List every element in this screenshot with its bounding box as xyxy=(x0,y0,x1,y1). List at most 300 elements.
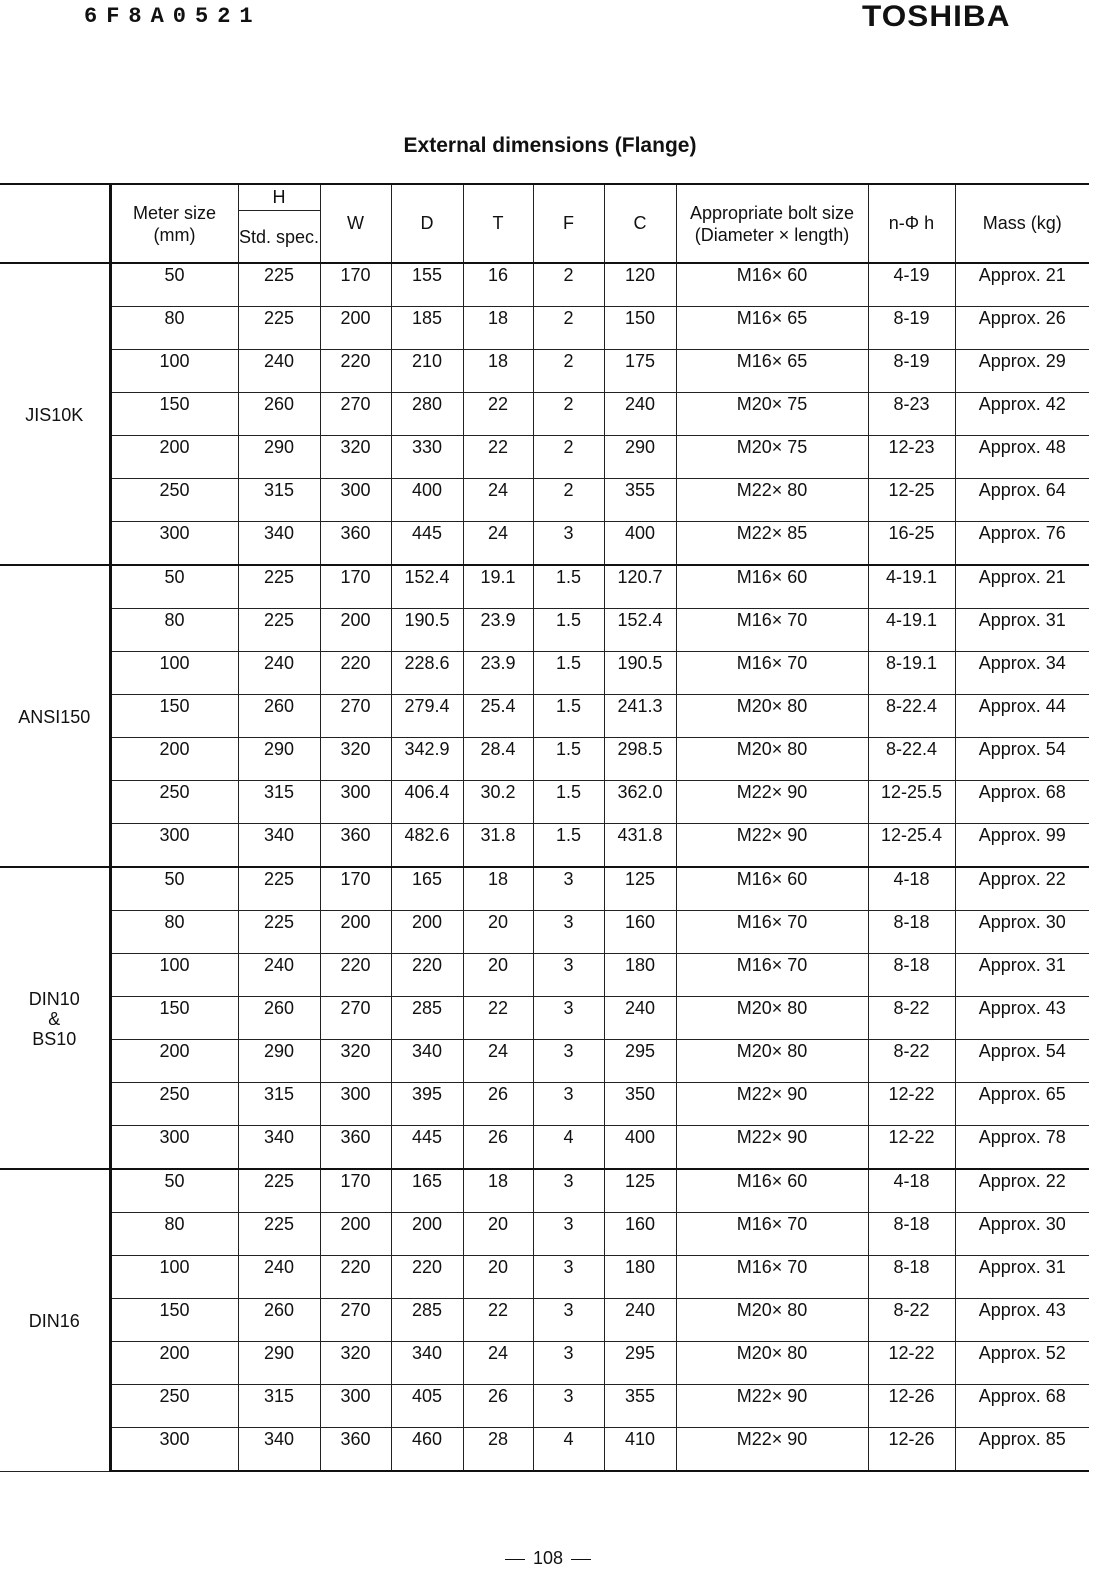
table-row xyxy=(0,522,1089,566)
cell-w: 320 xyxy=(320,738,391,781)
cell-bolt: M16× 70 xyxy=(676,609,868,652)
cell-mass: Approx. 30 xyxy=(955,911,1089,954)
cell-d: 185 xyxy=(391,307,463,350)
cell-c: 295 xyxy=(604,1342,676,1385)
header-c: C xyxy=(604,184,676,263)
cell-d: 445 xyxy=(391,1126,463,1170)
cell-meter-size: 80 xyxy=(110,609,238,652)
cell-f: 3 xyxy=(533,997,604,1040)
cell-w: 270 xyxy=(320,1299,391,1342)
cell-bolt: M16× 70 xyxy=(676,911,868,954)
cell-f: 1.5 xyxy=(533,824,604,868)
cell-f: 3 xyxy=(533,522,604,566)
table-row xyxy=(0,1213,1089,1256)
table-row xyxy=(0,652,1089,695)
cell-mass: Approx. 29 xyxy=(955,350,1089,393)
cell-meter-size: 250 xyxy=(110,781,238,824)
cell-d: 155 xyxy=(391,263,463,307)
cell-bolt: M20× 80 xyxy=(676,1040,868,1083)
cell-n-phi-h: 8-19 xyxy=(868,307,955,350)
cell-f: 1.5 xyxy=(533,695,604,738)
cell-w: 200 xyxy=(320,911,391,954)
cell-n-phi-h: 4-19.1 xyxy=(868,565,955,609)
table-row xyxy=(0,1299,1089,1342)
table-row xyxy=(0,1126,1089,1170)
cell-w: 360 xyxy=(320,824,391,868)
cell-c: 290 xyxy=(604,436,676,479)
cell-d: 395 xyxy=(391,1083,463,1126)
cell-c: 152.4 xyxy=(604,609,676,652)
cell-n-phi-h: 4-19 xyxy=(868,263,955,307)
cell-meter-size: 100 xyxy=(110,350,238,393)
standard-label: JIS10K xyxy=(0,263,110,565)
cell-d: 190.5 xyxy=(391,609,463,652)
cell-h: 225 xyxy=(238,307,320,350)
table-row xyxy=(0,911,1089,954)
cell-mass: Approx. 21 xyxy=(955,263,1089,307)
cell-h: 240 xyxy=(238,954,320,997)
cell-t: 24 xyxy=(463,522,533,566)
cell-mass: Approx. 68 xyxy=(955,781,1089,824)
cell-f: 1.5 xyxy=(533,781,604,824)
cell-w: 320 xyxy=(320,1342,391,1385)
table-row xyxy=(0,350,1089,393)
cell-w: 300 xyxy=(320,479,391,522)
cell-n-phi-h: 8-18 xyxy=(868,1256,955,1299)
cell-n-phi-h: 16-25 xyxy=(868,522,955,566)
cell-mass: Approx. 34 xyxy=(955,652,1089,695)
table-row xyxy=(0,781,1089,824)
cell-meter-size: 50 xyxy=(110,1169,238,1213)
cell-c: 241.3 xyxy=(604,695,676,738)
cell-d: 482.6 xyxy=(391,824,463,868)
cell-mass: Approx. 43 xyxy=(955,1299,1089,1342)
cell-f: 3 xyxy=(533,1385,604,1428)
cell-d: 460 xyxy=(391,1428,463,1472)
cell-c: 240 xyxy=(604,997,676,1040)
cell-d: 220 xyxy=(391,954,463,997)
cell-d: 165 xyxy=(391,867,463,911)
cell-f: 3 xyxy=(533,954,604,997)
cell-t: 18 xyxy=(463,350,533,393)
cell-c: 355 xyxy=(604,479,676,522)
page-footer xyxy=(0,1548,1096,1569)
cell-bolt: M16× 60 xyxy=(676,867,868,911)
cell-w: 170 xyxy=(320,1169,391,1213)
table-row xyxy=(0,954,1089,997)
table-row xyxy=(0,1083,1089,1126)
cell-c: 160 xyxy=(604,911,676,954)
cell-t: 24 xyxy=(463,1342,533,1385)
cell-c: 355 xyxy=(604,1385,676,1428)
cell-h: 315 xyxy=(238,1385,320,1428)
cell-w: 270 xyxy=(320,695,391,738)
header-bolt-size: Appropriate bolt size (Diameter × length) xyxy=(676,184,868,263)
cell-mass: Approx. 65 xyxy=(955,1083,1089,1126)
cell-meter-size: 300 xyxy=(110,1428,238,1472)
cell-h: 340 xyxy=(238,1428,320,1472)
cell-w: 220 xyxy=(320,1256,391,1299)
cell-t: 18 xyxy=(463,307,533,350)
cell-h: 240 xyxy=(238,1256,320,1299)
cell-mass: Approx. 26 xyxy=(955,307,1089,350)
cell-mass: Approx. 44 xyxy=(955,695,1089,738)
cell-meter-size: 300 xyxy=(110,824,238,868)
table-row xyxy=(0,565,1089,609)
cell-mass: Approx. 64 xyxy=(955,479,1089,522)
header-w: W xyxy=(320,184,391,263)
cell-mass: Approx. 68 xyxy=(955,1385,1089,1428)
cell-mass: Approx. 54 xyxy=(955,1040,1089,1083)
cell-meter-size: 200 xyxy=(110,436,238,479)
cell-h: 290 xyxy=(238,1040,320,1083)
cell-c: 400 xyxy=(604,522,676,566)
cell-t: 28.4 xyxy=(463,738,533,781)
cell-w: 220 xyxy=(320,350,391,393)
cell-meter-size: 300 xyxy=(110,522,238,566)
cell-f: 2 xyxy=(533,307,604,350)
cell-f: 1.5 xyxy=(533,652,604,695)
cell-w: 300 xyxy=(320,1385,391,1428)
cell-w: 320 xyxy=(320,436,391,479)
cell-h: 240 xyxy=(238,350,320,393)
cell-n-phi-h: 12-26 xyxy=(868,1385,955,1428)
cell-bolt: M20× 80 xyxy=(676,738,868,781)
cell-c: 150 xyxy=(604,307,676,350)
cell-n-phi-h: 12-25 xyxy=(868,479,955,522)
cell-c: 175 xyxy=(604,350,676,393)
table-row xyxy=(0,1428,1089,1472)
cell-w: 270 xyxy=(320,997,391,1040)
header-h: H xyxy=(238,184,320,211)
cell-t: 26 xyxy=(463,1126,533,1170)
cell-n-phi-h: 8-18 xyxy=(868,911,955,954)
table-row xyxy=(0,307,1089,350)
table-row xyxy=(0,1169,1089,1213)
cell-mass: Approx. 43 xyxy=(955,997,1089,1040)
table-row xyxy=(0,997,1089,1040)
cell-d: 220 xyxy=(391,1256,463,1299)
cell-t: 22 xyxy=(463,997,533,1040)
cell-c: 120 xyxy=(604,263,676,307)
page-title: External dimensions (Flange) xyxy=(403,134,697,157)
cell-c: 180 xyxy=(604,1256,676,1299)
cell-c: 160 xyxy=(604,1213,676,1256)
cell-c: 180 xyxy=(604,954,676,997)
header-mass: Mass (kg) xyxy=(955,184,1089,263)
standard-header-cell xyxy=(0,184,110,263)
page-number: 108 xyxy=(532,1548,564,1568)
cell-t: 22 xyxy=(463,393,533,436)
cell-h: 340 xyxy=(238,522,320,566)
cell-d: 330 xyxy=(391,436,463,479)
cell-meter-size: 300 xyxy=(110,1126,238,1170)
cell-bolt: M16× 60 xyxy=(676,1169,868,1213)
cell-meter-size: 250 xyxy=(110,1083,238,1126)
table-row xyxy=(0,1040,1089,1083)
cell-meter-size: 150 xyxy=(110,393,238,436)
cell-c: 298.5 xyxy=(604,738,676,781)
cell-d: 285 xyxy=(391,997,463,1040)
cell-meter-size: 50 xyxy=(110,263,238,307)
cell-f: 3 xyxy=(533,1213,604,1256)
cell-bolt: M16× 60 xyxy=(676,565,868,609)
cell-t: 26 xyxy=(463,1385,533,1428)
cell-f: 3 xyxy=(533,1169,604,1213)
cell-mass: Approx. 42 xyxy=(955,393,1089,436)
cell-t: 20 xyxy=(463,911,533,954)
header-std-spec: Std. spec. xyxy=(238,211,320,264)
cell-bolt: M16× 70 xyxy=(676,954,868,997)
cell-bolt: M22× 85 xyxy=(676,522,868,566)
cell-n-phi-h: 8-22.4 xyxy=(868,738,955,781)
cell-bolt: M20× 75 xyxy=(676,393,868,436)
cell-mass: Approx. 31 xyxy=(955,1256,1089,1299)
cell-d: 165 xyxy=(391,1169,463,1213)
cell-h: 315 xyxy=(238,781,320,824)
cell-h: 315 xyxy=(238,479,320,522)
cell-n-phi-h: 8-18 xyxy=(868,1213,955,1256)
cell-meter-size: 50 xyxy=(110,565,238,609)
cell-meter-size: 150 xyxy=(110,695,238,738)
cell-bolt: M20× 80 xyxy=(676,695,868,738)
cell-meter-size: 100 xyxy=(110,1256,238,1299)
cell-bolt: M20× 80 xyxy=(676,997,868,1040)
cell-d: 200 xyxy=(391,911,463,954)
cell-mass: Approx. 22 xyxy=(955,1169,1089,1213)
cell-d: 210 xyxy=(391,350,463,393)
cell-d: 342.9 xyxy=(391,738,463,781)
cell-t: 31.8 xyxy=(463,824,533,868)
cell-bolt: M22× 90 xyxy=(676,1428,868,1472)
table-row xyxy=(0,695,1089,738)
cell-f: 1.5 xyxy=(533,738,604,781)
header-d: D xyxy=(391,184,463,263)
cell-f: 3 xyxy=(533,1040,604,1083)
cell-bolt: M16× 70 xyxy=(676,1256,868,1299)
cell-t: 20 xyxy=(463,1213,533,1256)
cell-bolt: M22× 90 xyxy=(676,1083,868,1126)
table-row xyxy=(0,609,1089,652)
cell-meter-size: 100 xyxy=(110,954,238,997)
cell-f: 3 xyxy=(533,1342,604,1385)
cell-w: 170 xyxy=(320,867,391,911)
cell-t: 24 xyxy=(463,1040,533,1083)
cell-t: 23.9 xyxy=(463,609,533,652)
cell-c: 431.8 xyxy=(604,824,676,868)
cell-h: 315 xyxy=(238,1083,320,1126)
cell-n-phi-h: 12-22 xyxy=(868,1342,955,1385)
cell-h: 225 xyxy=(238,609,320,652)
table-row xyxy=(0,479,1089,522)
brand-logo: TOSHIBA xyxy=(862,0,1011,33)
cell-n-phi-h: 12-23 xyxy=(868,436,955,479)
cell-h: 225 xyxy=(238,867,320,911)
cell-meter-size: 80 xyxy=(110,911,238,954)
table-row xyxy=(0,393,1089,436)
cell-c: 350 xyxy=(604,1083,676,1126)
cell-d: 285 xyxy=(391,1299,463,1342)
table-row xyxy=(0,1256,1089,1299)
cell-bolt: M22× 90 xyxy=(676,781,868,824)
table-row xyxy=(0,738,1089,781)
cell-h: 225 xyxy=(238,263,320,307)
standard-label: DIN16 xyxy=(0,1169,110,1471)
cell-d: 340 xyxy=(391,1040,463,1083)
cell-mass: Approx. 99 xyxy=(955,824,1089,868)
cell-t: 20 xyxy=(463,954,533,997)
document-code: 6F8A0521 xyxy=(84,4,262,29)
cell-c: 125 xyxy=(604,1169,676,1213)
cell-meter-size: 200 xyxy=(110,1342,238,1385)
cell-d: 400 xyxy=(391,479,463,522)
cell-f: 2 xyxy=(533,393,604,436)
cell-mass: Approx. 31 xyxy=(955,954,1089,997)
cell-t: 30.2 xyxy=(463,781,533,824)
cell-t: 25.4 xyxy=(463,695,533,738)
cell-w: 200 xyxy=(320,1213,391,1256)
cell-bolt: M16× 60 xyxy=(676,263,868,307)
table-row xyxy=(0,824,1089,868)
cell-mass: Approx. 30 xyxy=(955,1213,1089,1256)
cell-f: 4 xyxy=(533,1428,604,1472)
cell-h: 260 xyxy=(238,1299,320,1342)
cell-w: 270 xyxy=(320,393,391,436)
standard-label: ANSI150 xyxy=(0,565,110,867)
cell-d: 152.4 xyxy=(391,565,463,609)
cell-f: 2 xyxy=(533,479,604,522)
cell-n-phi-h: 4-18 xyxy=(868,867,955,911)
cell-w: 200 xyxy=(320,307,391,350)
cell-c: 295 xyxy=(604,1040,676,1083)
cell-bolt: M16× 70 xyxy=(676,1213,868,1256)
cell-h: 340 xyxy=(238,1126,320,1170)
cell-n-phi-h: 8-23 xyxy=(868,393,955,436)
cell-h: 260 xyxy=(238,393,320,436)
cell-w: 300 xyxy=(320,1083,391,1126)
cell-mass: Approx. 76 xyxy=(955,522,1089,566)
cell-f: 3 xyxy=(533,867,604,911)
cell-n-phi-h: 12-25.4 xyxy=(868,824,955,868)
table-row xyxy=(0,436,1089,479)
footer-dash-left xyxy=(505,1559,525,1560)
cell-d: 228.6 xyxy=(391,652,463,695)
cell-c: 410 xyxy=(604,1428,676,1472)
cell-meter-size: 200 xyxy=(110,738,238,781)
table-row xyxy=(0,1342,1089,1385)
header-n-phi-h: n-Φ h xyxy=(868,184,955,263)
cell-c: 125 xyxy=(604,867,676,911)
cell-h: 290 xyxy=(238,436,320,479)
cell-f: 2 xyxy=(533,436,604,479)
cell-w: 220 xyxy=(320,954,391,997)
cell-bolt: M20× 75 xyxy=(676,436,868,479)
cell-n-phi-h: 8-22 xyxy=(868,997,955,1040)
cell-mass: Approx. 54 xyxy=(955,738,1089,781)
cell-bolt: M20× 80 xyxy=(676,1342,868,1385)
cell-f: 3 xyxy=(533,911,604,954)
cell-h: 340 xyxy=(238,824,320,868)
table-row xyxy=(0,867,1089,911)
cell-w: 300 xyxy=(320,781,391,824)
cell-d: 279.4 xyxy=(391,695,463,738)
cell-mass: Approx. 52 xyxy=(955,1342,1089,1385)
cell-t: 28 xyxy=(463,1428,533,1472)
cell-f: 2 xyxy=(533,350,604,393)
cell-w: 360 xyxy=(320,1126,391,1170)
cell-n-phi-h: 8-22.4 xyxy=(868,695,955,738)
cell-n-phi-h: 12-25.5 xyxy=(868,781,955,824)
header-meter-size: Meter size (mm) xyxy=(110,184,238,263)
cell-c: 240 xyxy=(604,1299,676,1342)
cell-w: 200 xyxy=(320,609,391,652)
cell-t: 22 xyxy=(463,1299,533,1342)
dimensions-table xyxy=(0,183,1089,1472)
cell-t: 24 xyxy=(463,479,533,522)
cell-w: 170 xyxy=(320,263,391,307)
cell-h: 225 xyxy=(238,911,320,954)
cell-meter-size: 50 xyxy=(110,867,238,911)
cell-mass: Approx. 22 xyxy=(955,867,1089,911)
cell-h: 240 xyxy=(238,652,320,695)
footer-dash-right xyxy=(571,1559,591,1560)
cell-bolt: M16× 65 xyxy=(676,307,868,350)
cell-mass: Approx. 85 xyxy=(955,1428,1089,1472)
cell-c: 400 xyxy=(604,1126,676,1170)
cell-n-phi-h: 12-22 xyxy=(868,1083,955,1126)
cell-meter-size: 150 xyxy=(110,997,238,1040)
cell-w: 320 xyxy=(320,1040,391,1083)
cell-n-phi-h: 8-19 xyxy=(868,350,955,393)
cell-n-phi-h: 12-26 xyxy=(868,1428,955,1472)
cell-h: 225 xyxy=(238,1169,320,1213)
cell-d: 340 xyxy=(391,1342,463,1385)
cell-meter-size: 80 xyxy=(110,307,238,350)
cell-t: 16 xyxy=(463,263,533,307)
standard-label: DIN10 & BS10 xyxy=(0,867,110,1169)
cell-meter-size: 150 xyxy=(110,1299,238,1342)
cell-t: 18 xyxy=(463,867,533,911)
cell-n-phi-h: 4-18 xyxy=(868,1169,955,1213)
cell-h: 225 xyxy=(238,1213,320,1256)
cell-h: 290 xyxy=(238,1342,320,1385)
cell-d: 280 xyxy=(391,393,463,436)
cell-h: 290 xyxy=(238,738,320,781)
cell-meter-size: 250 xyxy=(110,479,238,522)
cell-d: 200 xyxy=(391,1213,463,1256)
cell-bolt: M22× 80 xyxy=(676,479,868,522)
cell-c: 240 xyxy=(604,393,676,436)
cell-f: 1.5 xyxy=(533,565,604,609)
cell-w: 170 xyxy=(320,565,391,609)
cell-bolt: M22× 90 xyxy=(676,1126,868,1170)
cell-n-phi-h: 4-19.1 xyxy=(868,609,955,652)
cell-c: 120.7 xyxy=(604,565,676,609)
cell-n-phi-h: 8-22 xyxy=(868,1299,955,1342)
cell-h: 260 xyxy=(238,695,320,738)
cell-d: 406.4 xyxy=(391,781,463,824)
cell-n-phi-h: 12-22 xyxy=(868,1126,955,1170)
cell-t: 22 xyxy=(463,436,533,479)
cell-bolt: M16× 65 xyxy=(676,350,868,393)
cell-w: 360 xyxy=(320,1428,391,1472)
cell-t: 19.1 xyxy=(463,565,533,609)
cell-f: 1.5 xyxy=(533,609,604,652)
cell-t: 23.9 xyxy=(463,652,533,695)
cell-d: 405 xyxy=(391,1385,463,1428)
cell-meter-size: 80 xyxy=(110,1213,238,1256)
cell-n-phi-h: 8-18 xyxy=(868,954,955,997)
